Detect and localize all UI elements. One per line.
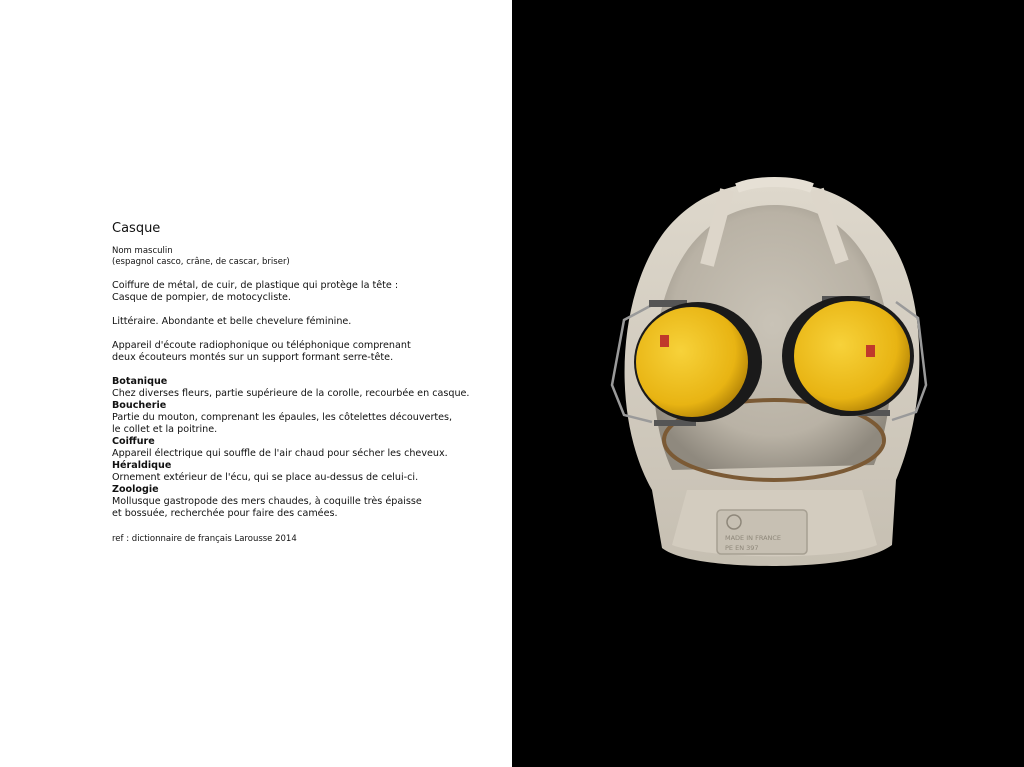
entry-etymology: (espagnol casco, crâne, de cascar, briser) — [112, 257, 290, 267]
section-heading-boucherie: Boucherie — [112, 400, 167, 411]
helmet-photo — [512, 0, 1024, 767]
section-text: Mollusque gastropode des mers chaudes, à coquille très épaisse — [112, 496, 422, 507]
section-heading-botanique: Botanique — [112, 376, 168, 387]
photo-panel — [512, 0, 1024, 767]
definition-3-line-2: deux écouteurs montés sur un support formant serre-tête. — [112, 352, 394, 363]
entry-title: Casque — [112, 221, 161, 236]
section-text: Partie du mouton, comprenant les épaules, les côtelettes découvertes, — [112, 412, 453, 423]
section-text: et bossuée, recherchée pour faire des camées. — [112, 508, 338, 519]
section-text: Appareil électrique qui souffle de l'air chaud pour sécher les cheveux. — [112, 448, 448, 459]
definition-3-line-1: Appareil d'écoute radiophonique ou téléphonique comprenant — [112, 340, 411, 351]
left-earmuff — [634, 302, 762, 422]
section-heading-coiffure: Coiffure — [112, 436, 155, 447]
right-earmuff — [782, 296, 914, 416]
helmet-stamp-line-2: PE EN 397 — [725, 544, 759, 552]
reference-note: ref : dictionnaire de français Larousse 2014 — [112, 534, 297, 544]
section-text: le collet et la poitrine. — [112, 424, 218, 435]
helmet-stamp-line-1: MADE IN FRANCE — [725, 534, 782, 542]
definition-2: Littéraire. Abondante et belle chevelure féminine. — [112, 316, 352, 327]
dictionary-entry — [112, 221, 502, 545]
definition-1-line-1: Coiffure de métal, de cuir, de plastique qui protège la tête : — [112, 280, 399, 291]
section-text: Chez diverses fleurs, partie supérieure de la corolle, recourbée en casque. — [112, 388, 470, 399]
section-heading-zoologie: Zoologie — [112, 484, 159, 495]
entry-grammar: Nom masculin — [112, 246, 173, 256]
definition-1-line-2: Casque de pompier, de motocycliste. — [112, 292, 291, 303]
section-text: Ornement extérieur de l'écu, qui se place au-dessus de celui-ci. — [112, 472, 419, 483]
section-heading-heraldique: Héraldique — [112, 460, 172, 471]
